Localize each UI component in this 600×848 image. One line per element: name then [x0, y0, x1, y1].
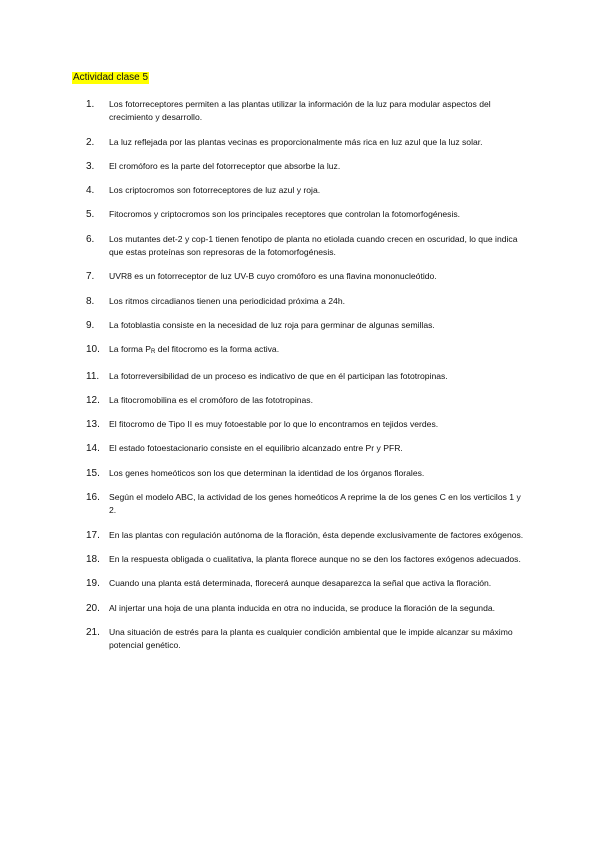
list-item [86, 208, 526, 221]
item-number: 18. [86, 553, 100, 565]
item-number: 15. [86, 467, 100, 479]
item-number: 7. [86, 271, 95, 283]
list-item [86, 467, 526, 480]
list-item [86, 184, 526, 197]
item-number: 13. [86, 419, 100, 431]
list-item [86, 270, 526, 283]
item-text: Una situación de estrés para la planta es cualquier condición ambiental que le impide alcanzar su máximo potencial genético. [109, 626, 513, 651]
item-text: La fitocromobilina es el cromóforo de las fototropinas. [109, 394, 313, 405]
item-number: 17. [86, 529, 100, 541]
list-item [86, 160, 526, 173]
item-text: La luz reflejada por las plantas vecinas es proporcionalmente más rica en luz azul que la luz solar. [109, 136, 483, 147]
item-number: 9. [86, 319, 95, 331]
item-text: En las plantas con regulación autónoma de la floración, ésta depende exclusivamente de factores exógenos. [109, 529, 524, 540]
item-text: El cromóforo es la parte del fotorreceptor que absorbe la luz. [109, 160, 341, 171]
list-item [86, 295, 526, 308]
list-item [86, 529, 526, 542]
item-number: 21. [86, 626, 100, 638]
item-number: 16. [86, 492, 100, 504]
item-number: 2. [86, 136, 95, 148]
list-item [86, 418, 526, 431]
item-number: 4. [86, 185, 95, 197]
item-number: 5. [86, 209, 95, 221]
item-text: Los genes homeóticos son los que determinan la identidad de los órganos florales. [109, 467, 425, 478]
list-item [86, 343, 526, 358]
item-text: Fitocromos y criptocromos son los principales receptores que controlan la fotomorfogénesis. [109, 209, 461, 220]
item-text: En la respuesta obligada o cualitativa, la planta florece aunque no se den los factores exógenos adecuados. [109, 553, 521, 564]
list-item [86, 577, 526, 590]
item-text: Según el modelo ABC, la actividad de los genes homeóticos A reprime la de los genes C en los verticilos 1 y 2. [109, 492, 521, 516]
item-number: 19. [86, 578, 100, 590]
item-text: El fitocromo de Tipo II es muy fotoestable por lo que lo encontramos en tejidos verdes. [109, 419, 439, 430]
document-title: Actividad clase 5 [73, 72, 149, 83]
item-text: La fotorreversibilidad de un proceso es indicativo de que en él participan las fototropinas. [109, 370, 448, 381]
list-item [86, 602, 526, 615]
item-text: La fotoblastia consiste en la necesidad de luz roja para germinar de algunas semillas. [109, 319, 435, 330]
item-number: 11. [86, 370, 100, 382]
list-item [86, 370, 526, 383]
item-text-post: del fitocromo es la forma activa. [155, 344, 280, 355]
statement-list [86, 98, 526, 663]
item-text [109, 344, 279, 354]
item-text-pre: La forma P [109, 344, 152, 355]
item-number: 20. [86, 602, 100, 614]
item-text: El estado fotoestacionario consiste en el equilibrio alcanzado entre Pr y PFR. [109, 443, 403, 454]
list-item [86, 394, 526, 407]
list-item [86, 553, 526, 566]
item-text: Los ritmos circadianos tienen una periodicidad próxima a 24h. [109, 295, 345, 306]
item-number: 14. [86, 443, 100, 455]
item-number: 1. [86, 99, 95, 110]
item-text: UVR8 es un fotorreceptor de luz UV-B cuyo cromóforo es una flavina mononucleótido. [109, 271, 437, 282]
item-number: 6. [86, 233, 95, 245]
item-text: Los fotorreceptores permiten a las plantas utilizar la información de la luz para modular aspectos del crecimiento y desarrollo. [109, 99, 491, 123]
item-number: 8. [86, 295, 95, 307]
list-item [86, 626, 526, 653]
item-number: 3. [86, 160, 95, 172]
list-item [86, 491, 526, 518]
item-text-subscript: R [151, 349, 156, 356]
item-number: 10. [86, 344, 100, 356]
list-item [86, 98, 526, 125]
list-item [86, 233, 526, 260]
list-item [86, 136, 526, 149]
item-text: Al injertar una hoja de una planta inducida en otra no inducida, se produce la floración de la segunda. [109, 602, 496, 613]
list-item [86, 319, 526, 332]
item-number: 12. [86, 394, 100, 406]
item-text: Los mutantes det-2 y cop-1 tienen fenotipo de planta no etiolada cuando crecen en oscuridad, lo que indica que estas proteínas son represoras de la fotomorfogénesis. [109, 233, 518, 258]
list-item [86, 442, 526, 455]
item-text: Los criptocromos son fotorreceptores de luz azul y roja. [109, 185, 321, 196]
item-text: Cuando una planta está determinada, florecerá aunque desaparezca la señal que activa la floración. [109, 578, 492, 589]
